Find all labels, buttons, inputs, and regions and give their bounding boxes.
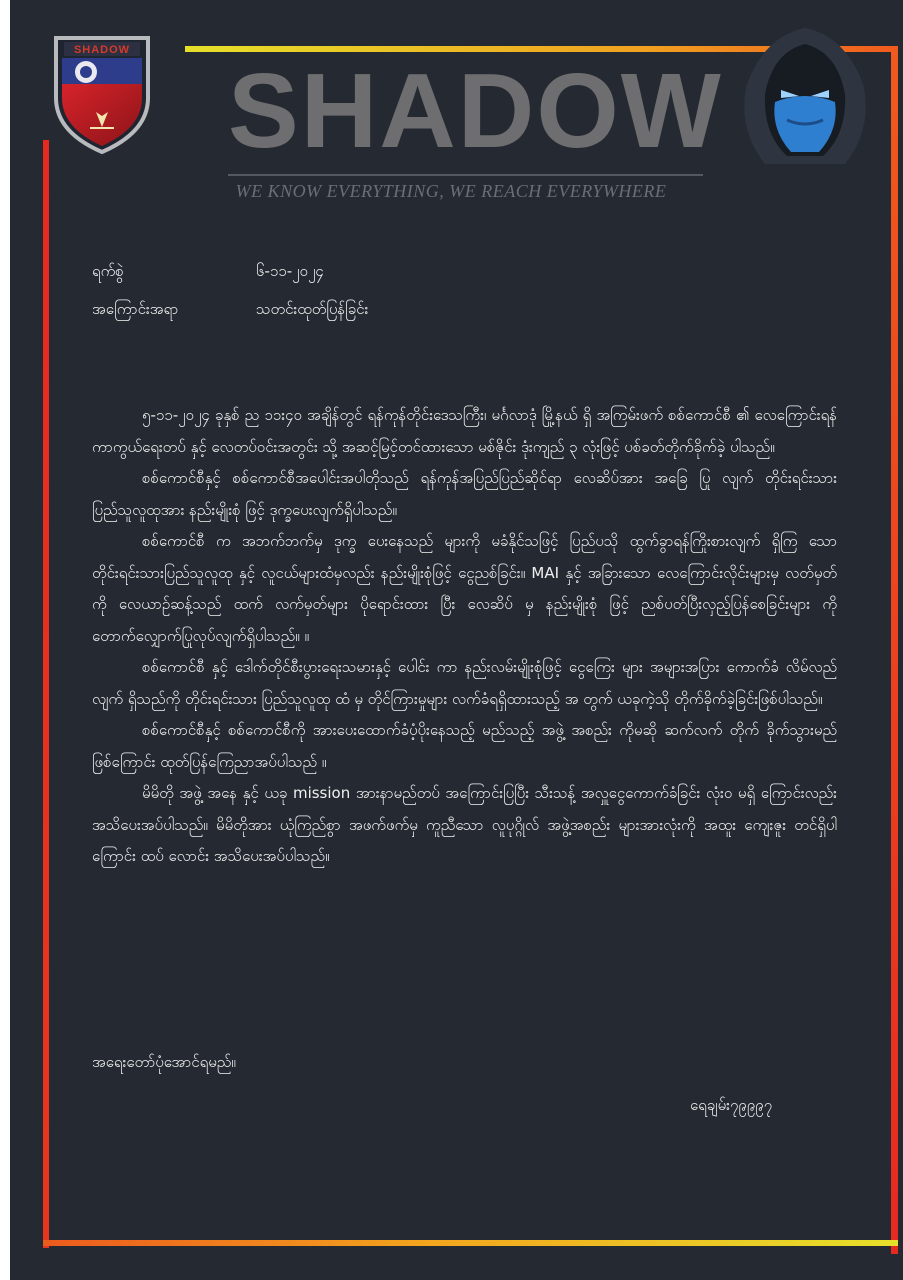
hooded-figure-logo	[735, 24, 875, 174]
brand-divider	[228, 174, 703, 176]
paragraph: စစ်ကောင်စီနှင့် စစ်ကောင်စီကို အားပေးထောက်ခံပံ့ပိုးနေသည့် မည်သည့် အဖွဲ့ အစည်း ကိုမဆို ဆက်လက် တိုက် ခိုက်သွားမည်ဖြစ်ကြောင်း ထုတ်ပြန်ကြေညာအပ်ပါသည် ။	[92, 721, 837, 771]
frame-left-line	[43, 140, 49, 1248]
paragraph: စစ်ကောင်စီနှင့် စစ်ကောင်စီအပေါင်းအပါတိုသည် ရန်ကုန်အပြည်ပြည်ဆိုင်ရာ လေဆိပ်အား အခြေ ပြု လျက် တိုင်းရင်းသား ပြည်သူလူထုအား နည်းမျိုးစုံ ဖြင့် ဒုက္ခပေးလျက်ရှိပါသည်။	[92, 469, 837, 519]
statement-body	[92, 400, 837, 873]
frame-right-line	[891, 46, 898, 1254]
signature: ရေချမ်း၇၉၉၉၇	[690, 1096, 773, 1114]
frame-bottom-line	[43, 1240, 898, 1246]
paragraph: မိမိတို အဖွဲ့ အနေ နှင့် ယခု mission အားနာမည်တပ် အကြောင်းပြပြီး သီးသန့် အလှူငွေကောက်ခံခြင်း လုံးဝ မရှိ ကြောင်းလည်း အသိပေးအပ်ပါသည်။ မိမိတိုအား ယုံကြည်စွာ အဖက်ဖက်မှ ကူညီသော လူပုဂ္ဂိုလ် အဖွဲ့အစည်း များအားလုံးကို အထူး ကျေးဇူး တင်ရှိပါကြောင်း ထပ် လောင်း အသိပေးအပ်ပါသည်။	[92, 784, 837, 865]
paragraph: စစ်ကောင်စီ နှင့် ဒေါက်တိုင်စီးပွားရေးသမားနှင့် ပေါင်း ကာ နည်းလမ်းမျိုးစုံဖြင့် ငွေကြေး များ အများအပြား ကောက်ခံ လိမ်လည်လျက် ရှိသည်ကို တိုင်းရင်းသား ပြည်သူလူထု ထံ မှ တိုင်ကြားမှုများ လက်ခံရရှိထားသည့် အ တွက် ယခုကဲ့သို တိုက်ခိုက်ခဲ့ခြင်းဖြစ်ပါသည်။	[92, 658, 837, 708]
date-label: ရက်စွဲ	[92, 262, 124, 280]
brand-title: SHADOW	[228, 52, 723, 170]
subject-label: အကြောင်းအရာ	[92, 300, 179, 318]
svg-text:SHADOW: SHADOW	[73, 44, 131, 56]
closing-slogan: အရေးတော်ပုံအောင်ရမည်။	[92, 1053, 236, 1071]
subject-value: သတင်းထုတ်ပြန်ခြင်း	[256, 300, 369, 318]
date-value: ၆-၁၁-၂၀၂၄	[256, 262, 324, 280]
shadow-shield-logo	[50, 32, 154, 156]
paragraph: စစ်ကောင်စီ က အဘက်ဘက်မှ ဒုက္ခ ပေးနေသည် များကို မခံနိုင်သဖြင့် ပြည်ပသို ထွက်ခွာရန်ကြိုးစားလျက် ရှိကြ သော တိုင်းရင်းသားပြည်သူလူထု နှင့် လူငယ်များထံမှလည်း နည်းမျိုးစုံဖြင့် ငွေညစ်ခြင်း။ MAI နှင့် အခြားသော လေကြောင်းလိုင်းများမှ လတ်မှတ် ကို လေယာဉ်ဆန့်သည် ထက် လက်မှတ်များ ပိုရောင်းထား ပြီး လေဆိပ် မှ နည်းမျိုးစုံ ဖြင့် ညစ်ပတ်ပြီးလှည့်ပြန်စေခြင်းများ ကို တောက်လျှောက်ပြုလုပ်လျက်ရှိပါသည်။ ။	[92, 532, 837, 645]
brand-tagline: WE KNOW EVERYTHING, WE REACH EVERYWHERE	[235, 181, 667, 201]
paragraph: ၅-၁၁-၂၀၂၄ ခုနှစ် ည ၁၁း၄၀ အချိန်တွင် ရန်ကုန်တိုင်းဒေသကြီး၊ မင်္ဂလာဒုံ မြို့နယ် ရှိ အကြမ်းဖက် စစ်ကောင်စီ ၏ လေကြောင်းရန်ကာကွယ်ရေးတပ် နှင့် လေတပ်ဝင်းအတွင်း သို့ အဆင့်မြင့်တင်ထားသော မစ်ဇိုင်း ဒုံးကျည် ၃ လုံးဖြင့် ပစ်ခတ်တိုက်ခိုက်ခဲ့ ပါသည်။	[92, 406, 837, 456]
